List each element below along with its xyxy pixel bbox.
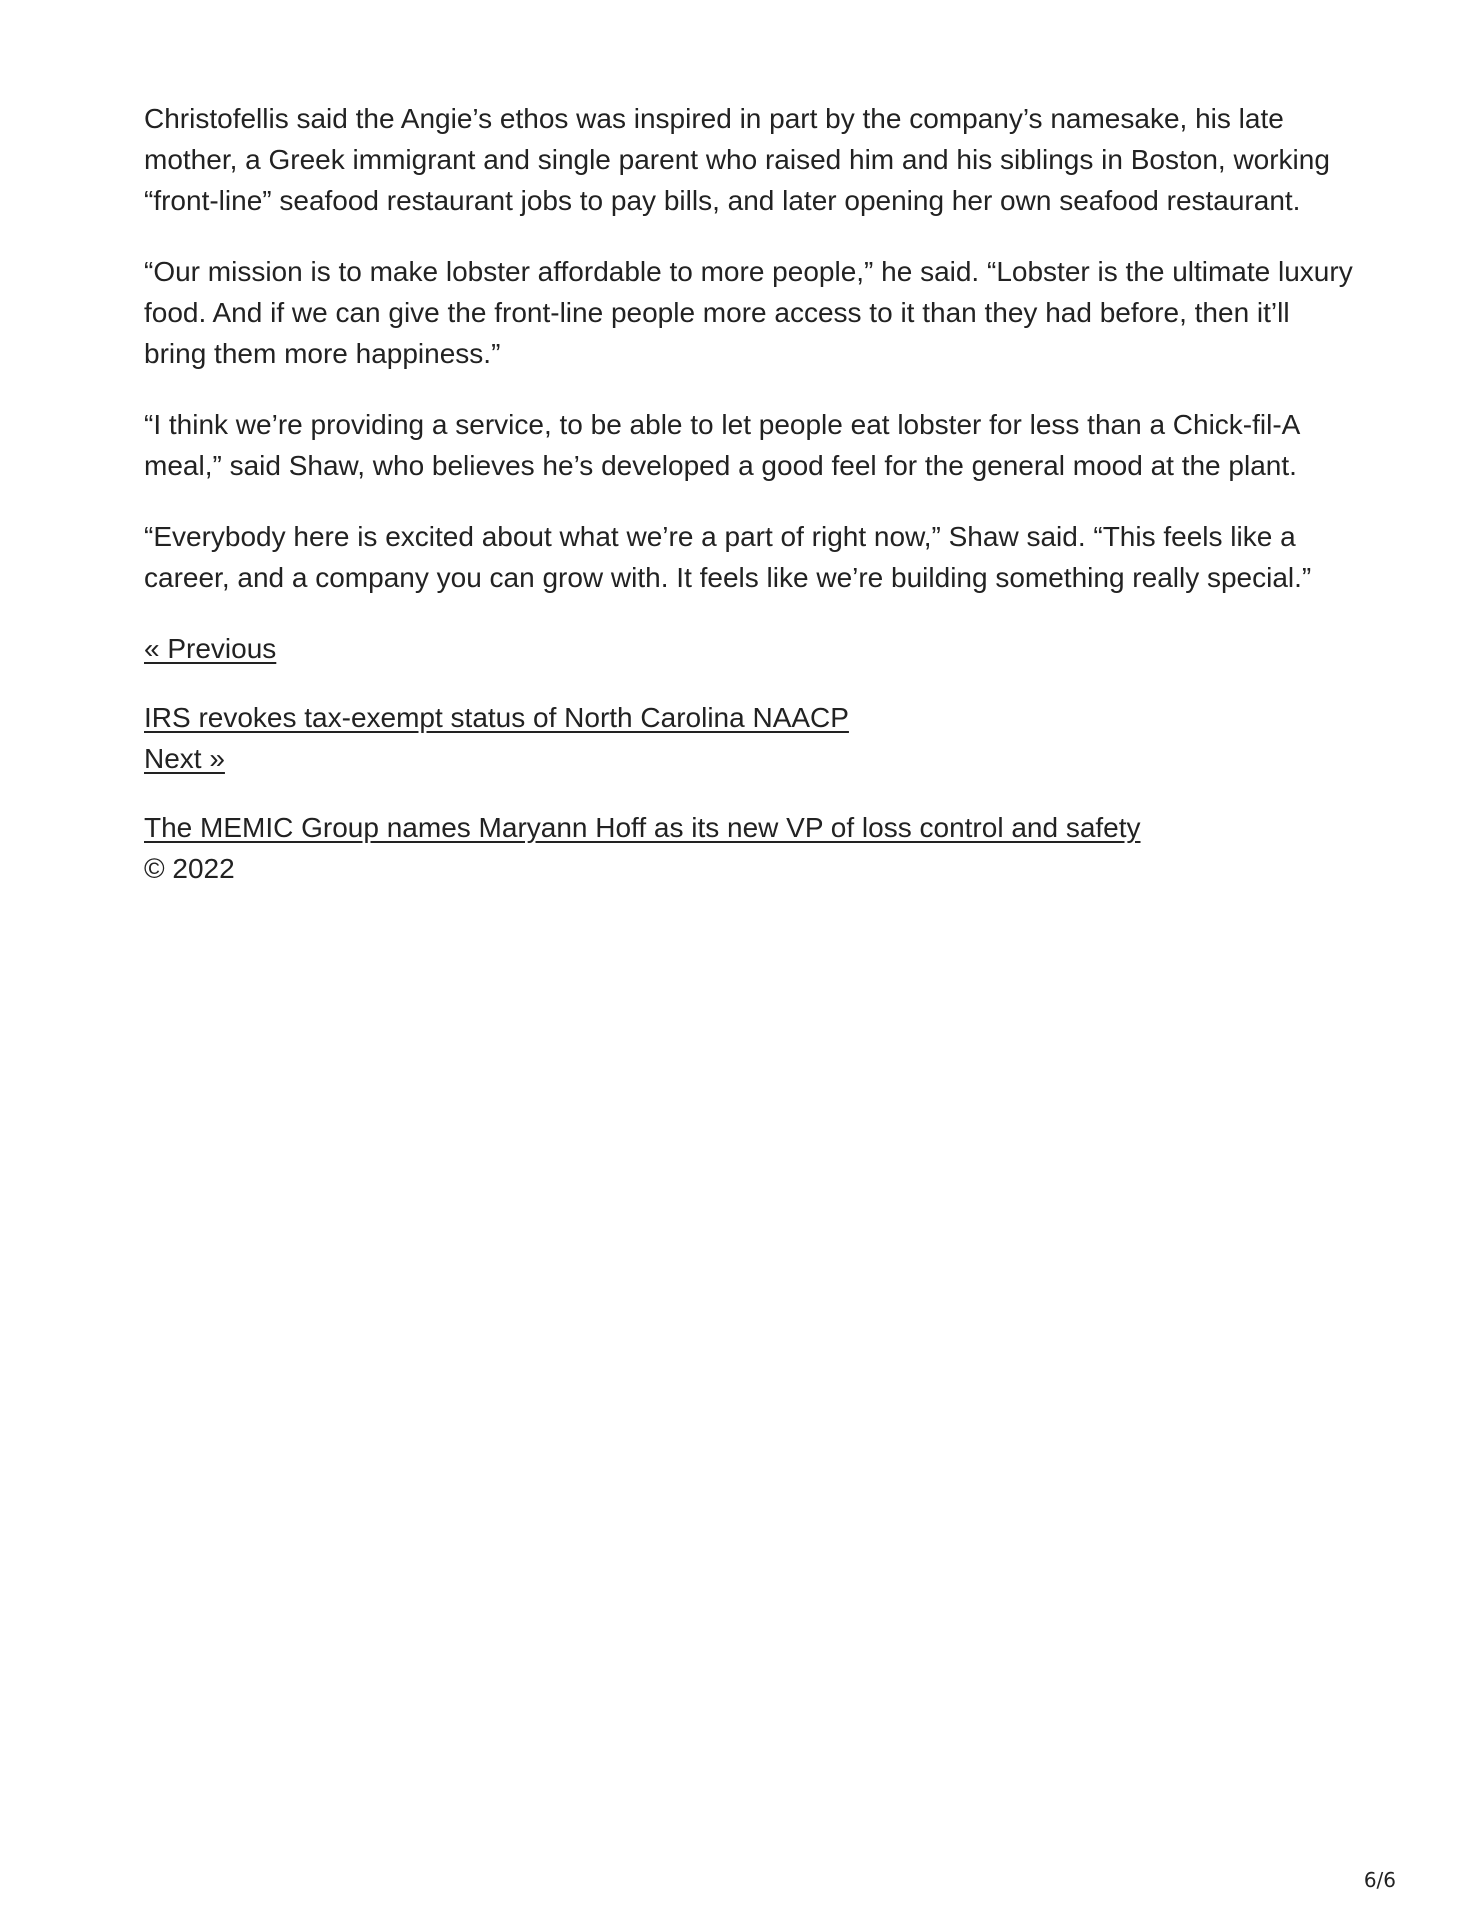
article-paragraph: “I think we’re providing a service, to be able to let people eat lobster for less than a Chick-fil-A meal,” said Shaw, who believes he’s developed a good feel for the general mood at the plant.	[144, 409, 1299, 481]
article-paragraph: “Everybody here is excited about what we’re a part of right now,” Shaw said. “This feels like a career, and a company you can grow with. It feels like we’re building something really special.”	[144, 521, 1312, 593]
next-link[interactable]: Next »	[144, 743, 225, 774]
article-body	[144, 98, 1359, 917]
previous-nav	[144, 628, 1359, 669]
previous-article-nav	[144, 697, 1359, 779]
page-number: 6/6	[1363, 1868, 1396, 1892]
next-article-link[interactable]: The MEMIC Group names Maryann Hoff as its new VP of loss control and safety	[144, 812, 1141, 843]
previous-link[interactable]: « Previous	[144, 633, 277, 664]
article-paragraph: Christofellis said the Angie’s ethos was inspired in part by the company’s namesake, his late mother, a Greek immigrant and single parent who raised him and his siblings in Boston, working “front-line” seafood restaurant jobs to pay bills, and later opening her own seafood restaurant.	[144, 103, 1330, 216]
previous-article-link[interactable]: IRS revokes tax-exempt status of North Carolina NAACP	[144, 702, 849, 733]
next-article-nav	[144, 807, 1359, 889]
copyright-text: © 2022	[144, 853, 235, 884]
article-paragraph: “Our mission is to make lobster affordable to more people,” he said. “Lobster is the ultimate luxury food. And if we can give the front-line people more access to it than they had before, then it’ll bring them more happiness.”	[144, 256, 1353, 369]
